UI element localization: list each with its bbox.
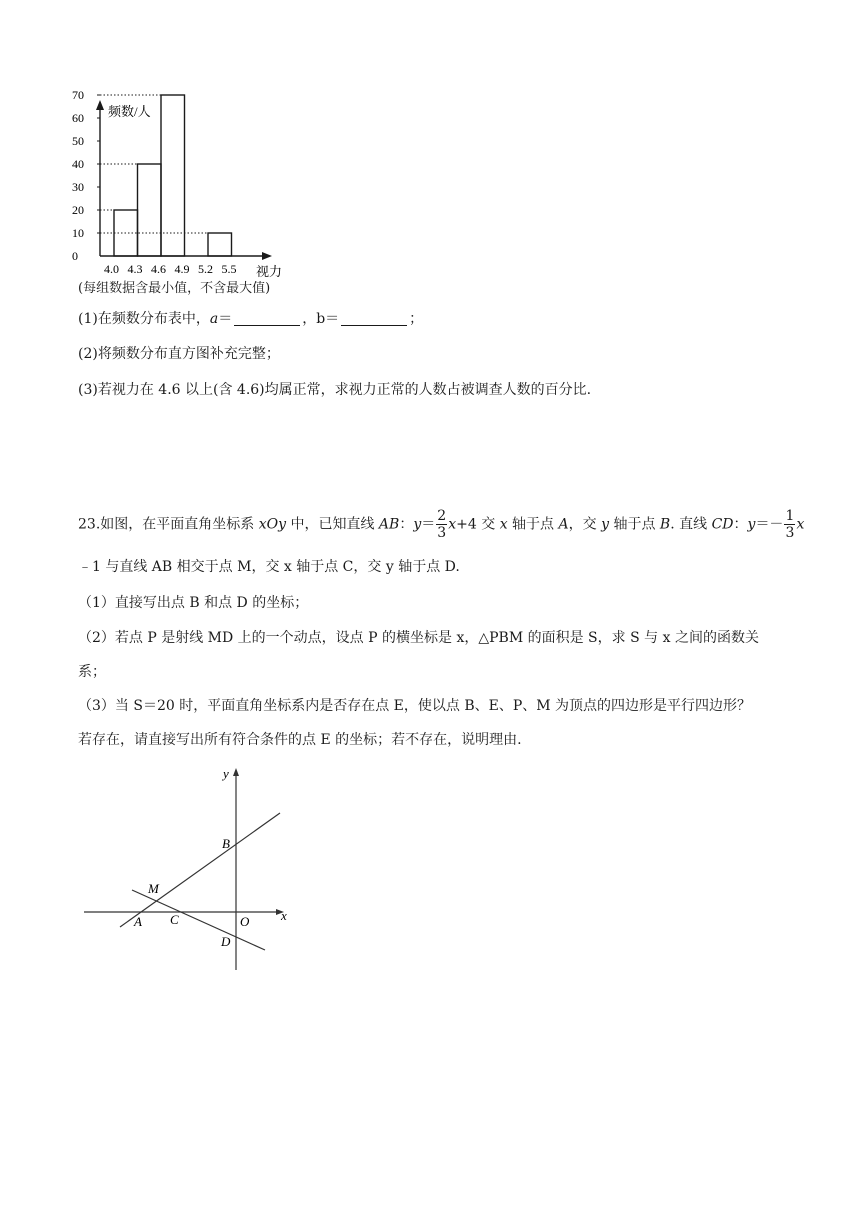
q22-end: ； <box>409 311 424 327</box>
histogram-bar <box>161 95 185 256</box>
q23-text: ，交 <box>568 516 602 533</box>
q23-text: ＝－ <box>755 516 784 533</box>
x-tick-label: 4.3 <box>127 262 143 276</box>
fraction-2-3 <box>436 508 447 541</box>
y-axis-arrow <box>96 100 104 110</box>
answer-blank-a[interactable] <box>234 311 300 326</box>
x-tick-label: 5.2 <box>198 262 213 276</box>
frac-den: 3 <box>437 525 447 541</box>
x-axis-label: 视力 <box>256 264 283 279</box>
y-tick-label: 70 <box>72 88 84 102</box>
q23-part2b: 系； <box>78 664 106 680</box>
q22-sep: ，b＝ <box>302 311 340 327</box>
q23-text: +4 交 <box>456 516 500 533</box>
q23-cd: CD <box>711 516 734 533</box>
q23-line2: ﹣1 与直线 AB 相交于点 M，交 x 轴于点 C，交 y 轴于点 D. <box>78 559 460 575</box>
x-tick-label: 4.6 <box>151 262 166 276</box>
y-tick-label: 10 <box>72 226 84 240</box>
label-B: B <box>222 836 230 851</box>
label-D: D <box>221 934 231 949</box>
q22-part2: (2)将频数分布直方图补充完整； <box>78 346 280 362</box>
y-tick-label: 30 <box>72 180 84 194</box>
answer-blank-b[interactable] <box>341 311 407 326</box>
q23-y: y <box>601 516 610 533</box>
label-M: M <box>148 881 159 896</box>
q23-part3a: （3）当 S＝20 时，平面直角坐标系内是否存在点 E，使以点 B、E、P、M 为顶点的四边形是平行四边形？ <box>78 698 752 714</box>
q23-text: 轴于点 <box>609 516 660 533</box>
q23-text: ： <box>399 516 414 533</box>
q23-text: 轴于点 <box>507 516 559 533</box>
label-x: x <box>281 908 287 923</box>
y-tick-label: 40 <box>72 157 84 171</box>
q23-ab: AB <box>378 516 400 533</box>
histogram-chart <box>72 88 312 286</box>
x-axis-arrow <box>262 252 272 260</box>
y-axis-label: 频数/人 <box>108 104 151 119</box>
x-tick-label: 4.0 <box>104 262 119 276</box>
q23-text: 23.如图，在平面直角坐标系 <box>78 516 259 533</box>
q23-y: y <box>747 516 756 533</box>
q22-part3: (3)若视力在 4.6 以上(含 4.6)均属正常，求视力正常的人数占被调查人数的百分比. <box>78 382 592 398</box>
histogram-bar <box>208 233 232 256</box>
label-O: O <box>240 914 250 929</box>
x-tick-label: 4.9 <box>174 262 190 276</box>
q23-text: ： <box>733 516 748 533</box>
q23-xoy: xOy <box>258 516 287 533</box>
q23-text: 中，已知直线 <box>286 516 379 533</box>
frac-num: 2 <box>437 508 447 524</box>
q23-x: x <box>499 516 508 533</box>
q23-part1: （1）直接写出点 B 和点 D 的坐标； <box>78 595 309 611</box>
q22-part1-prefix: (1)在频数分布表中， <box>78 311 210 327</box>
label-A: A <box>134 914 142 929</box>
q23-part2a: （2）若点 P 是射线 MD 上的一个动点，设点 P 的横坐标是 x，△PBM 的面积是 S，求 S 与 x 之间的函数关 <box>78 630 759 646</box>
q23-A: A <box>558 516 569 533</box>
coordinate-figure <box>80 760 300 975</box>
q23-line1 <box>78 508 804 541</box>
group-note: (每组数据含最小值，不含最大值) <box>78 281 271 296</box>
q22-var-a: a <box>209 311 219 327</box>
frac-num: 1 <box>785 508 795 524</box>
y-tick-label: 50 <box>72 134 84 148</box>
label-y: y <box>223 766 229 781</box>
q23-x: x <box>796 516 805 533</box>
histogram-bar <box>138 164 162 256</box>
q23-text: ＝ <box>421 516 436 533</box>
label-C: C <box>170 912 179 927</box>
figure-y-arrow <box>233 768 239 776</box>
q23-text: . 直线 <box>670 516 712 533</box>
q23-part3b: 若存在，请直接写出所有符合条件的点 E 的坐标；若不存在，说明理由. <box>78 732 522 748</box>
y-tick-label: 0 <box>72 249 78 263</box>
q23-y: y <box>413 516 422 533</box>
line-AB <box>120 813 280 927</box>
y-tick-label: 20 <box>72 203 84 217</box>
q23-B: B <box>659 516 671 533</box>
x-tick-label: 5.5 <box>221 262 237 276</box>
q23-x: x <box>448 516 457 533</box>
q22-part1 <box>78 309 423 329</box>
q22-eq: ＝ <box>218 311 233 327</box>
fraction-1-3 <box>784 508 795 541</box>
frac-den: 3 <box>785 525 795 541</box>
y-tick-label: 60 <box>72 111 84 125</box>
